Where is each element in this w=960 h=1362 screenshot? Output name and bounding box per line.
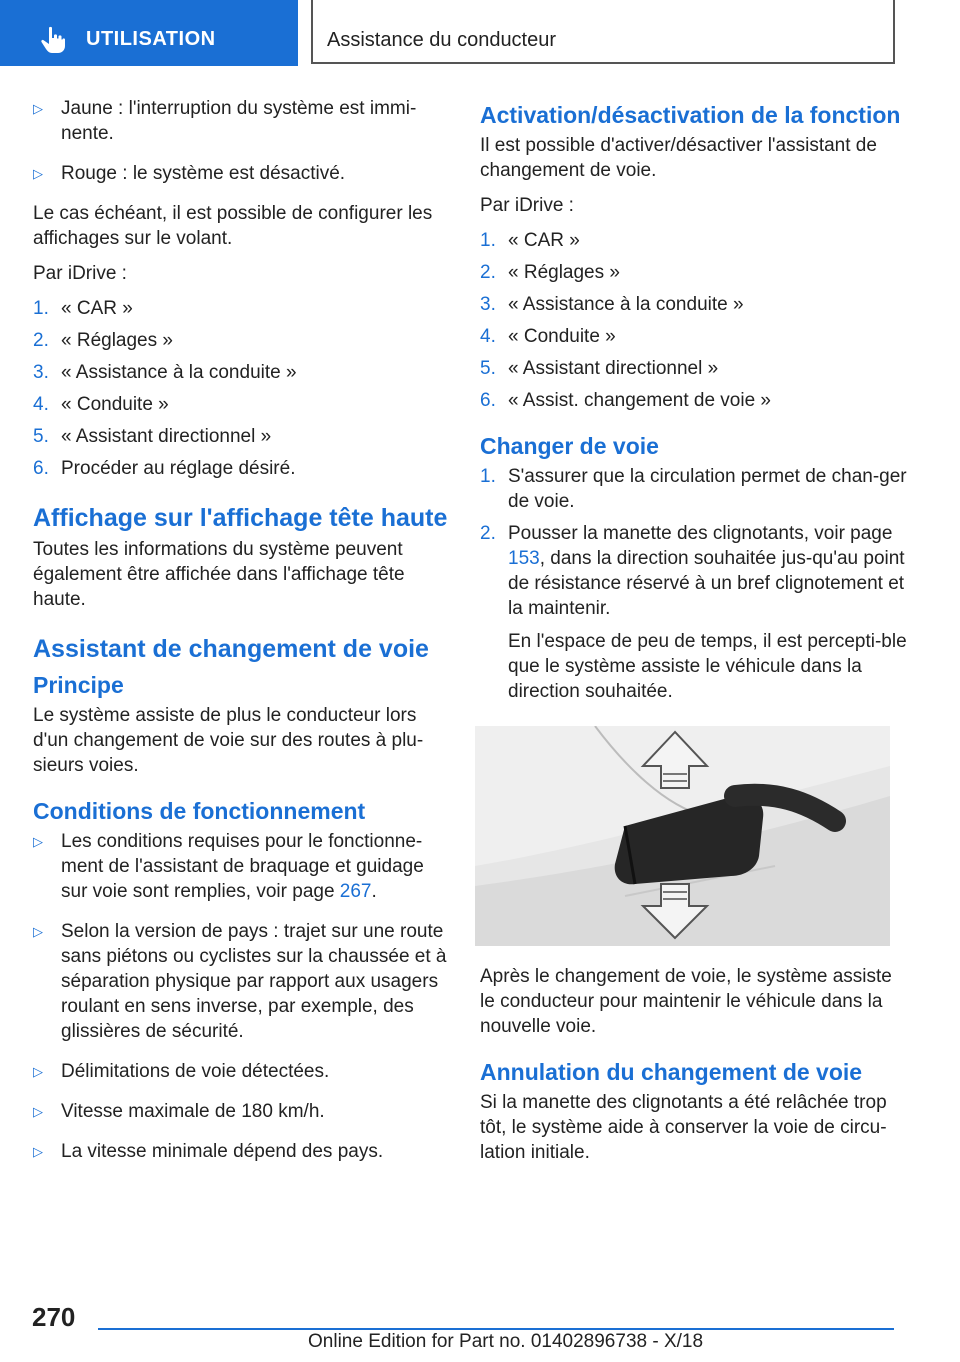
heading-hud: Affichage sur l'affichage tête haute <box>33 504 448 532</box>
paragraph: Si la manette des clignotants a été relâchée trop tôt, le système aide à conserver la voie de circu-lation initiale. <box>480 1092 887 1163</box>
step-item: 2. « Réglages » <box>33 330 173 351</box>
paragraph: Le cas échéant, il est possible de configurer les affichages sur le volant. <box>33 203 433 249</box>
section-tab <box>311 0 895 64</box>
paragraph: Par iDrive : <box>480 195 574 216</box>
heading-conditions: Conditions de fonctionnement <box>33 798 366 824</box>
triangle-bullet-icon: ▷ <box>33 924 43 939</box>
step-item: 2. « Réglages » <box>480 262 620 283</box>
step-item: 1. « CAR » <box>33 298 133 319</box>
paragraph: Toutes les informations du système peuvent également être affichée dans l'affichage tête haute. <box>33 539 405 610</box>
triangle-bullet-icon: ▷ <box>33 1104 43 1119</box>
turn-signal-lever-figure <box>475 726 890 946</box>
triangle-bullet-icon: ▷ <box>33 1144 43 1159</box>
paragraph: Par iDrive : <box>33 263 127 284</box>
step-item: 5. « Assistant directionnel » <box>480 358 719 379</box>
left-column <box>33 96 448 1179</box>
triangle-bullet-icon: ▷ <box>33 1064 43 1079</box>
step-item: 3. « Assistance à la conduite » <box>480 294 744 315</box>
heading-changer-de-voie: Changer de voie <box>480 433 659 459</box>
bullet-item: ▷ Selon la version de pays : trajet sur une route sans piétons ou cyclistes sur la chaussée et à séparation physique par rapport aux usagers roulant en sens inverse, par exemple, des glissières de sécurité. <box>33 921 447 1042</box>
paragraph: Le système assiste de plus le conducteur lors d'un changement de voie sur des routes à plu-sieurs voies. <box>33 705 424 776</box>
step-item: 3. « Assistance à la conduite » <box>33 362 297 383</box>
page-header <box>0 0 960 66</box>
step-item: 6. Procéder au réglage désiré. <box>33 458 296 479</box>
step-note: En l'espace de peu de temps, il est percepti-ble que le système assiste le véhicule dans la direction souhaitée. <box>508 631 907 702</box>
bullet-item <box>33 161 448 186</box>
footer-divider <box>98 1328 894 1330</box>
step-item: 5. « Assistant directionnel » <box>33 426 272 447</box>
step-item: 1. « CAR » <box>480 230 580 251</box>
triangle-bullet-icon: ▷ <box>33 166 43 181</box>
idrive-steps <box>33 296 448 481</box>
triangle-bullet-icon: ▷ <box>33 834 43 849</box>
page-footer <box>0 1290 960 1362</box>
bullet-item: ▷ Vitesse maximale de 180 km/h. <box>33 1101 325 1122</box>
heading-activation: Activation/désactivation de la fonction <box>480 102 901 128</box>
idrive-steps <box>480 228 910 413</box>
hand-touch-icon <box>40 26 66 54</box>
step-item: 6. « Assist. changement de voie » <box>480 390 771 411</box>
bullet-text: Jaune : l'interruption du système est immi- nente. <box>61 98 417 144</box>
edition-text: Online Edition for Part no. 01402896738 - X/18 <box>308 1331 704 1352</box>
page-link[interactable]: 267 <box>339 881 372 902</box>
turn-signal-lever-illustration <box>475 726 890 946</box>
chapter-title: UTILISATION <box>86 28 216 50</box>
bullet-item <box>33 96 448 146</box>
bullet-item: ▷ La vitesse minimale dépend des pays. <box>33 1141 384 1162</box>
right-column <box>480 96 910 1175</box>
change-steps <box>480 464 910 704</box>
heading-lane-change-assistant: Assistant de changement de voie <box>33 635 429 663</box>
page-number: 270 <box>32 1302 76 1332</box>
bullet-item: ▷ Délimitations de voie détectées. <box>33 1061 330 1082</box>
step-item: 4. « Conduite » <box>33 394 169 415</box>
heading-annulation: Annulation du changement de voie <box>480 1059 863 1085</box>
step-item: 2. Pousser la manette des clignotants, voir page 153, dans la direction souhaitée jus-qu'au point de résistance réservé à un bref clignotement et la maintenir. En l'espace de peu de temps, il est percepti-ble que le système assiste le véhicule dans la direction souhaitée. <box>480 521 910 704</box>
step-item: 1. S'assurer que la circulation permet de chan-ger de voie. <box>480 466 907 512</box>
bullet-text: Rouge : le système est désactivé. <box>61 163 346 184</box>
paragraph: Il est possible d'activer/désactiver l'assistant de changement de voie. <box>480 135 877 181</box>
heading-principe: Principe <box>33 672 124 698</box>
triangle-bullet-icon: ▷ <box>33 101 43 116</box>
bullet-item: ▷ Les conditions requises pour le fonctionne-ment de l'assistant de braquage et guidage sur voie sont remplies, voir page 267. <box>33 831 424 902</box>
chapter-tab <box>0 0 298 66</box>
page-link[interactable]: 153 <box>508 548 540 569</box>
step-item: 4. « Conduite » <box>480 326 616 347</box>
section-title: Assistance du conducteur <box>327 29 557 51</box>
paragraph: Après le changement de voie, le système assiste le conducteur pour maintenir le véhicule dans la nouvelle voie. <box>480 966 892 1037</box>
